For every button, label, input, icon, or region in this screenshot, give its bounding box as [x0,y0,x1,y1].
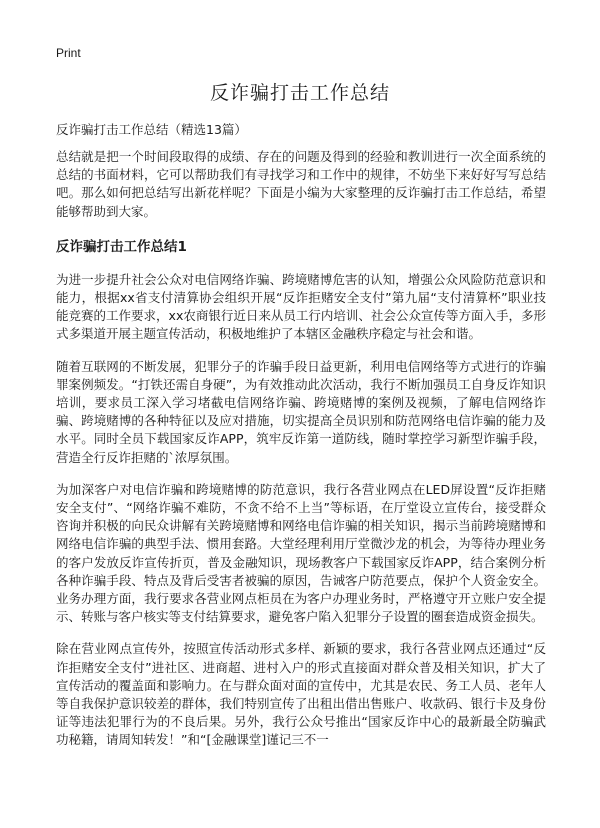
body-paragraph-1: 为进一步提升社会公众对电信网络诈骗、跨境赌博危害的认知，增强公众风险防范意识和能力，根据xx省支付清算协会组织开展“反诈拒赌安全支付”第九届“支付清算杯”职业技能竞赛的工作要求，xx农商银行近日来从员工行内培训、社会公众宣传等方面入手，多形式多渠道开展主题宣传活动，积极地维护了本辖区金融秩序稳定与社会和谐。 [56,271,546,342]
page-title: 反诈骗打击工作总结 [209,82,390,104]
body-paragraph-3: 为加深客户对电信诈骗和跨境赌博的防范意识，我行各营业网点在LED屏设置“反诈拒赌安全支付”、“网络诈骗不难防，不贪不给不上当”等标语，在厅堂设立宣传台，接受群众咨询并积极的向民众讲解有关跨境赌博和网络电信诈骗的相关知识，揭示当前跨境赌博和网络电信诈骗的典型手法、惯用套路。大堂经理利用厅堂微沙龙的机会，为等待办理业务的客户发放反诈宣传折页，普及金融知识，现场教客户下载国家反诈APP，结合案例分析各种诈骗手段、特点及背后受害者被骗的原因，告诫客户防范要点，保护个人资金安全。业务办理方面，我行要求各营业网点柜员在为客户办理业务时，严格遵守开立账户安全提示、转账与客户核实等支付结算要求，避免客户陷入犯罪分子设置的圈套造成资金损失。 [56,481,546,625]
intro-paragraph: 总结就是把一个时间段取得的成绩、存在的问题及得到的经验和教训进行一次全面系统的总结的书面材料，它可以帮助我们有寻找学习和工作中的规律，不妨坐下来好好写写总结吧。那么如何把总结写出新花样呢？下面是小编为大家整理的反诈骗打击工作总结，希望能够帮助到大家。 [56,149,546,219]
body-paragraph-4: 除在营业网点宣传外，按照宣传活动形式多样、新颖的要求，我行各营业网点还通过“反诈拒赌安全支付”进社区、进商超、进村入户的形式直接面对群众普及相关知识，扩大了宣传活动的覆盖面和影响力。在与群众面对面的宣传中，尤其是农民、务工人员、老年人等自我保护意识较差的群体，我们特别宣传了出租出借出售账户、收款码、银行卡及身份证等违法犯罪行为的不良后果。另外，我行公众号推出“国家反诈中心的最新最全防骗武功秘籍，请周知转发！”和“[金融课堂]谨记三不一 [56,641,546,748]
section-heading: 反诈骗打击工作总结1 [56,238,187,255]
document-subtitle: 反诈骗打击工作总结（精选13篇） [56,122,247,137]
print-link[interactable]: Print [56,46,81,60]
document-body [56,148,546,764]
body-paragraph-2: 随着互联网的不断发展，犯罪分子的诈骗手段日益更新，利用电信网络等方式进行的诈骗罪案例频发。“打铁还需自身硬”，为有效推动此次活动，我行不断加强员工自身反诈知识培训，要求员工深入学习堵截电信网络诈骗、跨境赌博的案例及视频，了解电信网络诈骗、跨境赌博的各种特征以及应对措施，切实提高全员识别和防范网络电信诈骗的能力及水平。同时全员下载国家反诈APP，筑牢反诈第一道防线，随时掌控学习新型诈骗手段，营造全行反诈拒赌的`浓厚氛围。 [56,358,546,465]
